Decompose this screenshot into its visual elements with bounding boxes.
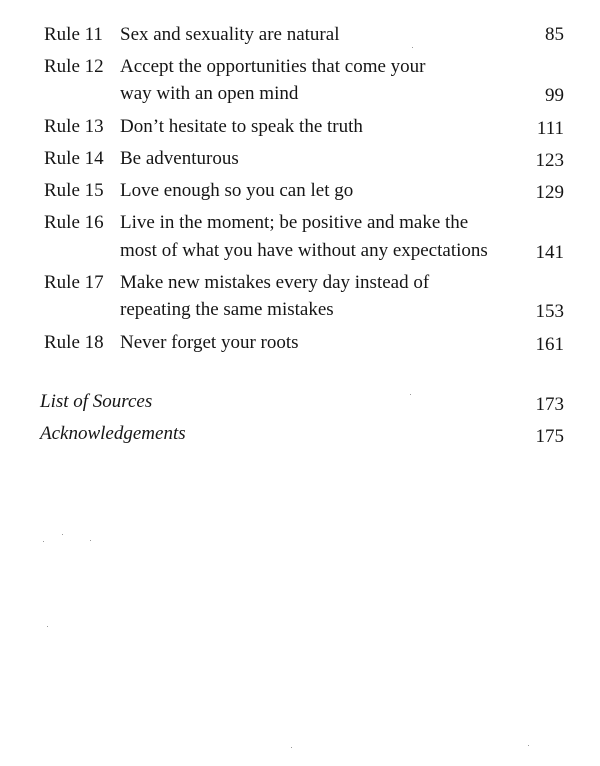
rule-number: Rule 17 [44,272,104,293]
page-number: 85 [545,24,564,45]
rule-title-line: way with an open mind [120,83,299,104]
scan-speck [43,541,44,542]
rule-title-line: Make new mistakes every day instead of [120,272,430,293]
scan-speck [62,534,63,535]
scan-speck [412,47,413,48]
scan-speck [410,394,411,395]
scan-speck [528,745,529,746]
rule-title-line: most of what you have without any expectations [120,240,488,261]
scan-speck [291,747,292,748]
back-matter-title: Acknowledgements [40,423,186,444]
scan-speck [90,540,91,541]
rule-number: Rule 16 [44,212,104,233]
rule-number: Rule 18 [44,332,104,353]
rule-title-line: Love enough so you can let go [120,180,354,201]
page-number: 173 [535,394,564,415]
rule-title-line: Sex and sexuality are natural [120,24,340,45]
rule-number: Rule 13 [44,116,104,137]
back-matter-title: List of Sources [40,391,153,412]
rule-title-line: Accept the opportunities that come your [120,56,426,77]
page-number: 175 [535,426,564,447]
rule-number: Rule 12 [44,56,104,77]
page-number: 161 [535,334,564,355]
page-number: 111 [536,118,564,139]
page-number: 99 [545,85,564,106]
scan-speck [47,626,48,627]
rule-title-line: repeating the same mistakes [120,299,334,320]
rule-title-line: Don’t hesitate to speak the truth [120,116,363,137]
rule-number: Rule 14 [44,148,104,169]
page-number: 141 [535,242,564,263]
rule-number: Rule 11 [44,24,103,45]
page-number: 129 [535,182,564,203]
page-number: 123 [535,150,564,171]
rule-number: Rule 15 [44,180,104,201]
rule-title-line: Be adventurous [120,148,239,169]
page-number: 153 [535,301,564,322]
rule-title-line: Live in the moment; be positive and make the [120,212,469,233]
rule-title-line: Never forget your roots [120,332,299,353]
